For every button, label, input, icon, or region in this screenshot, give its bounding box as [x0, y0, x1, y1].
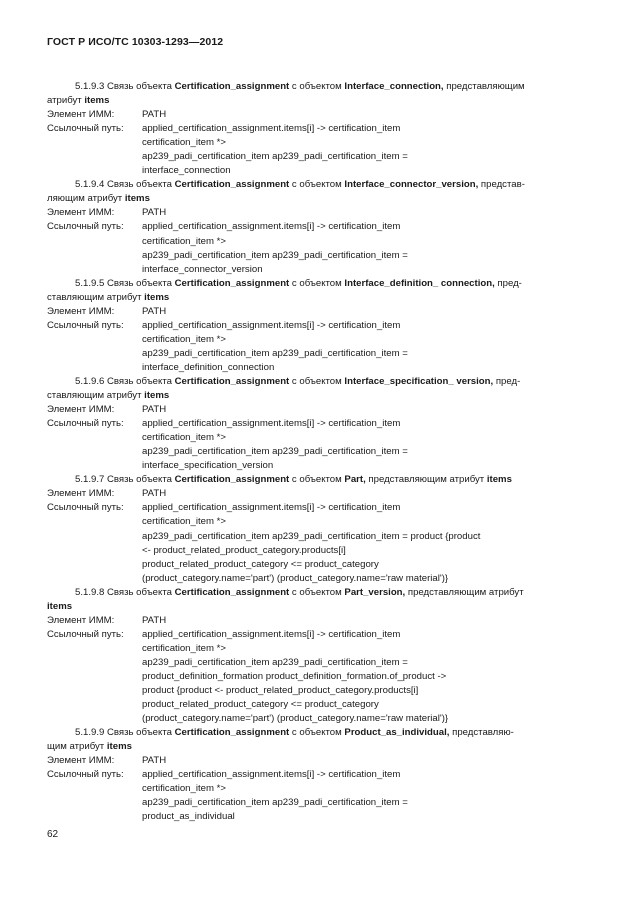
mapping-section [47, 178, 583, 276]
element-row [47, 403, 583, 417]
path-label: Ссылочный путь: [47, 769, 124, 781]
path-line: ap239_padi_certification_item ap239_padi_certification_item = [142, 797, 408, 809]
path-row [47, 220, 583, 234]
heading-text: представляющим атрибут [405, 586, 524, 598]
section-heading-line [47, 80, 583, 94]
path-line: certification_item *> [142, 516, 226, 528]
path-line: ap239_padi_certification_item ap239_padi_certification_item = [142, 656, 408, 668]
page-header: ГОСТ Р ИСО/ТС 10303-1293—2012 [47, 36, 224, 48]
path-line: certification_item *> [142, 137, 226, 149]
element-value: PATH [142, 305, 167, 317]
heading-text: щим атрибут [47, 741, 107, 753]
element-row [47, 305, 583, 319]
path-label: Ссылочный путь: [47, 418, 124, 430]
section-heading-line [47, 389, 583, 403]
entity-name: Part, [344, 474, 366, 486]
document-body [47, 80, 583, 824]
heading-text: с объектом [289, 474, 345, 486]
heading-text: атрибут [47, 95, 85, 107]
element-label: Элемент ИММ: [47, 109, 115, 121]
element-value: PATH [142, 109, 167, 121]
element-row [47, 614, 583, 628]
path-line: interface_definition_connection [142, 361, 275, 373]
mapping-section [47, 726, 583, 824]
heading-text: представляющим атрибут [365, 474, 487, 486]
mapping-section [47, 586, 583, 726]
section-heading-line [47, 178, 583, 192]
path-label: Ссылочный путь: [47, 319, 124, 331]
entity-name: Part_version, [344, 586, 406, 598]
element-value: PATH [142, 207, 167, 219]
path-line: certification_item *> [142, 783, 226, 795]
path-line: interface_connector_version [142, 263, 263, 275]
element-value: PATH [142, 614, 167, 626]
section-heading-line [47, 473, 583, 487]
entity-name: Certification_assignment [174, 81, 290, 92]
entity-name: items [47, 600, 73, 612]
entity-name: Certification_assignment [174, 179, 290, 191]
heading-text: представ- [478, 179, 525, 191]
heading-text: с объектом [289, 375, 345, 387]
entity-name: Product_as_individual, [344, 727, 450, 739]
path-row [47, 319, 583, 333]
heading-text: 5.1.9.9 Связь объекта [75, 727, 175, 739]
section-heading-line [47, 94, 583, 108]
entity-name: items [124, 193, 150, 205]
path-line: applied_certification_assignment.items[i] -> certification_item [142, 769, 401, 781]
section-heading-line [47, 375, 583, 389]
heading-text: с объектом [289, 277, 345, 289]
element-label: Элемент ИММ: [47, 207, 115, 219]
path-line: certification_item *> [142, 432, 226, 444]
element-label: Элемент ИММ: [47, 755, 115, 767]
heading-text: представляющим [443, 81, 525, 92]
section-heading-line [47, 192, 583, 206]
entity-name: Interface_specification_ version, [344, 375, 494, 387]
heading-text: ляющим атрибут [47, 193, 125, 205]
element-row [47, 108, 583, 122]
element-row [47, 754, 583, 768]
entity-name: items [144, 390, 170, 402]
heading-text: ставляющим атрибут [47, 390, 145, 402]
heading-text: 5.1.9.3 Связь объекта [75, 81, 175, 92]
path-line: product_as_individual [142, 811, 235, 823]
section-heading-line [47, 277, 583, 291]
path-row [47, 122, 583, 136]
path-line: certification_item *> [142, 235, 226, 247]
path-line: <- product_related_product_category.products[i] [142, 544, 346, 556]
path-line: applied_certification_assignment.items[i] -> certification_item [142, 418, 401, 430]
section-heading-line [47, 726, 583, 740]
path-line: ap239_padi_certification_item ap239_padi_certification_item = [142, 347, 408, 359]
heading-text: 5.1.9.5 Связь объекта [75, 277, 175, 289]
section-heading-line [47, 600, 583, 614]
path-line: product_definition_formation product_definition_formation.of_product -> [142, 670, 447, 682]
path-label: Ссылочный путь: [47, 628, 124, 640]
heading-text: 5.1.9.4 Связь объекта [75, 179, 175, 191]
path-line: ap239_padi_certification_item ap239_padi_certification_item = [142, 249, 408, 261]
entity-name: Certification_assignment [174, 586, 290, 598]
path-line: applied_certification_assignment.items[i] -> certification_item [142, 319, 401, 331]
heading-text: 5.1.9.8 Связь объекта [75, 586, 175, 598]
heading-text: 5.1.9.6 Связь объекта [75, 375, 175, 387]
path-line: applied_certification_assignment.items[i] -> certification_item [142, 628, 401, 640]
heading-text: пред- [494, 277, 522, 289]
path-line: ap239_padi_certification_item ap239_padi_certification_item = [142, 446, 408, 458]
path-label: Ссылочный путь: [47, 221, 124, 233]
entity-name: Certification_assignment [174, 727, 290, 739]
section-heading-line [47, 740, 583, 754]
path-line: certification_item *> [142, 333, 226, 345]
path-label: Ссылочный путь: [47, 123, 124, 135]
path-line: product {product <- product_related_product_category.products[i] [142, 685, 419, 697]
entity-name: Certification_assignment [174, 474, 290, 486]
heading-text: с объектом [289, 81, 345, 92]
heading-text: представляю- [449, 727, 514, 739]
entity-name: Certification_assignment [174, 375, 290, 387]
path-line: product_related_product_category <= product_category [142, 558, 379, 570]
path-line: interface_specification_version [142, 460, 274, 472]
mapping-section [47, 473, 583, 585]
mapping-section [47, 277, 583, 375]
element-row [47, 487, 583, 501]
mapping-section [47, 375, 583, 473]
path-line: certification_item *> [142, 642, 226, 654]
path-row [47, 628, 583, 642]
path-line: applied_certification_assignment.items[i] -> certification_item [142, 221, 401, 233]
path-row [47, 501, 583, 515]
element-value: PATH [142, 404, 167, 416]
path-line: interface_connection [142, 165, 231, 177]
entity-name: items [84, 95, 110, 107]
entity-name: items [106, 741, 132, 753]
heading-text: с объектом [289, 727, 345, 739]
element-label: Элемент ИММ: [47, 404, 115, 416]
heading-text: пред- [493, 375, 521, 387]
path-line: ap239_padi_certification_item ap239_padi_certification_item = product {product [142, 530, 481, 542]
path-line: applied_certification_assignment.items[i] -> certification_item [142, 502, 401, 514]
path-line: product_related_product_category <= product_category [142, 699, 379, 711]
path-line: (product_category.name='part') (product_category.name='raw material')} [142, 713, 449, 725]
element-label: Элемент ИММ: [47, 488, 115, 500]
entity-name: Interface_connector_version, [344, 179, 479, 191]
entity-name: Interface_definition_ connection, [344, 277, 495, 289]
page-number: 62 [47, 829, 59, 840]
element-value: PATH [142, 755, 167, 767]
mapping-section [47, 80, 583, 178]
section-heading-line [47, 291, 583, 305]
heading-text: с объектом [289, 586, 345, 598]
entity-name: items [486, 474, 512, 486]
path-line: (product_category.name='part') (product_category.name='raw material')} [142, 572, 449, 584]
entity-name: items [144, 291, 170, 303]
path-row [47, 417, 583, 431]
heading-text: ставляющим атрибут [47, 291, 145, 303]
section-heading-line [47, 586, 583, 600]
element-label: Элемент ИММ: [47, 614, 115, 626]
path-line: applied_certification_assignment.items[i] -> certification_item [142, 123, 401, 135]
element-row [47, 206, 583, 220]
path-label: Ссылочный путь: [47, 502, 124, 514]
heading-text: с объектом [289, 179, 345, 191]
element-label: Элемент ИММ: [47, 305, 115, 317]
entity-name: Interface_connection, [344, 81, 444, 92]
path-row [47, 768, 583, 782]
heading-text: 5.1.9.7 Связь объекта [75, 474, 175, 486]
path-line: ap239_padi_certification_item ap239_padi_certification_item = [142, 151, 408, 163]
entity-name: Certification_assignment [174, 277, 290, 289]
element-value: PATH [142, 488, 167, 500]
